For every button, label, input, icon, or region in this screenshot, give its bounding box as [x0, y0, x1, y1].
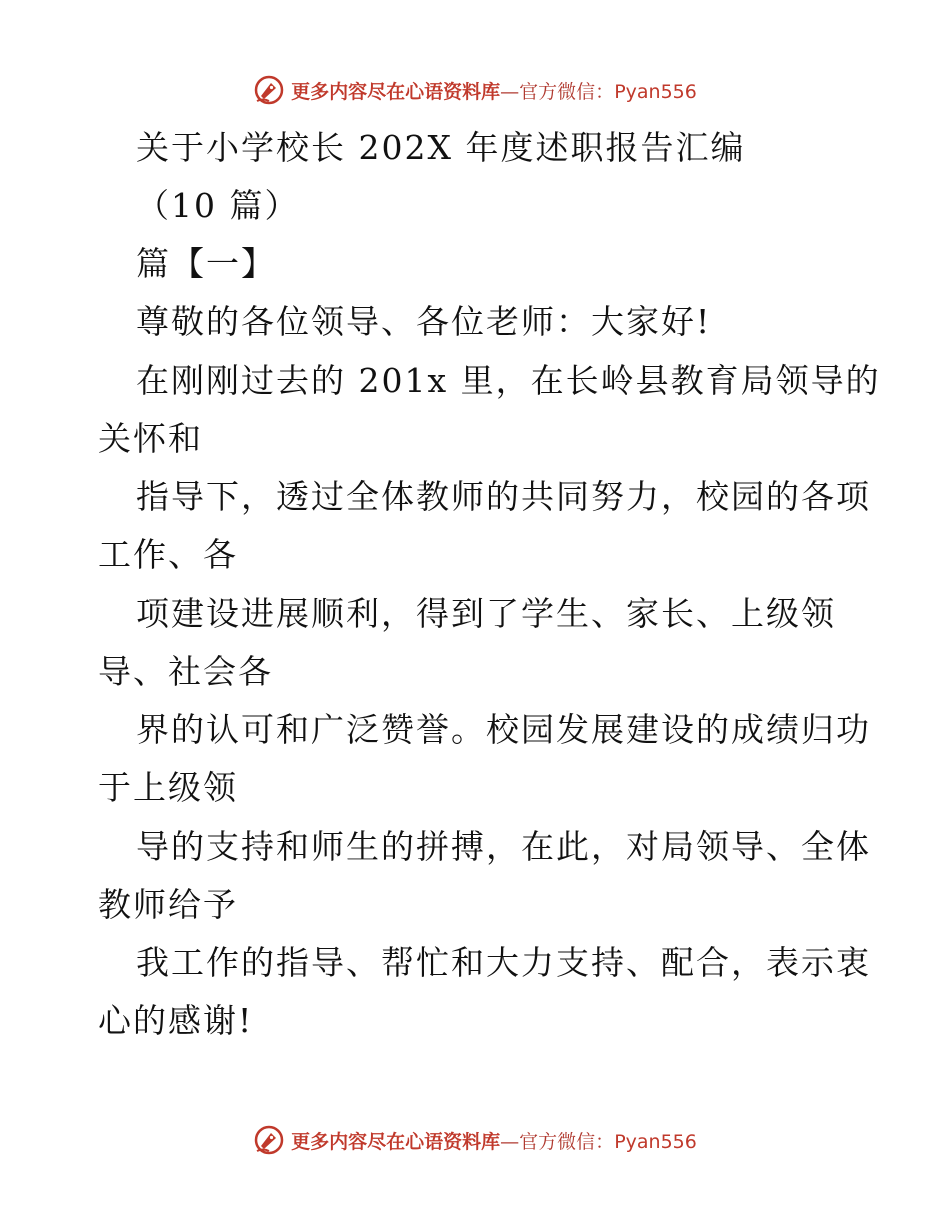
text-line: 导的支持和师生的拼搏，在此，对局领导、全体 [136, 827, 871, 866]
text-line: 在刚刚过去的 201x 里，在长岭县教育局领导的 [136, 361, 881, 400]
text-line: 心的感谢! [98, 1001, 254, 1040]
text-line: 指导下，透过全体教师的共同努力，校园的各项 [136, 477, 871, 516]
pen-nib-circle-icon [253, 74, 285, 106]
text-line: 导、社会各 [98, 652, 273, 691]
wechat-id: Pyan556 [614, 80, 697, 103]
text-line: 项建设进展顺利，得到了学生、家长、上级领 [136, 594, 836, 633]
text-line: 我工作的指导、帮忙和大力支持、配合，表示衷 [136, 943, 871, 982]
wechat-id: Pyan556 [614, 1130, 697, 1153]
text-line: 尊敬的各位领导、各位老师：大家好! [136, 302, 712, 341]
document-title: 关于小学校长 202X 年度述职报告汇编 [136, 128, 746, 167]
section-heading: 篇【一】 [136, 244, 276, 283]
text-line: 教师给予 [98, 885, 238, 924]
text-line: 工作、各 [98, 535, 238, 574]
text-line: 界的认可和广泛赞誉。校园发展建设的成绩归功 [136, 710, 871, 749]
pen-nib-circle-icon [253, 1124, 285, 1156]
watermark-banner-bottom [0, 1122, 950, 1158]
document-subtitle: （10 篇） [136, 186, 300, 225]
text-line: 关怀和 [98, 419, 203, 458]
watermark-text: 更多内容尽在心语资料库—官方微信：Pyan556 [291, 1130, 697, 1153]
text-line: 于上级领 [98, 768, 238, 807]
watermark-banner-top [0, 72, 950, 108]
watermark-text: 更多内容尽在心语资料库—官方微信：Pyan556 [291, 80, 697, 103]
